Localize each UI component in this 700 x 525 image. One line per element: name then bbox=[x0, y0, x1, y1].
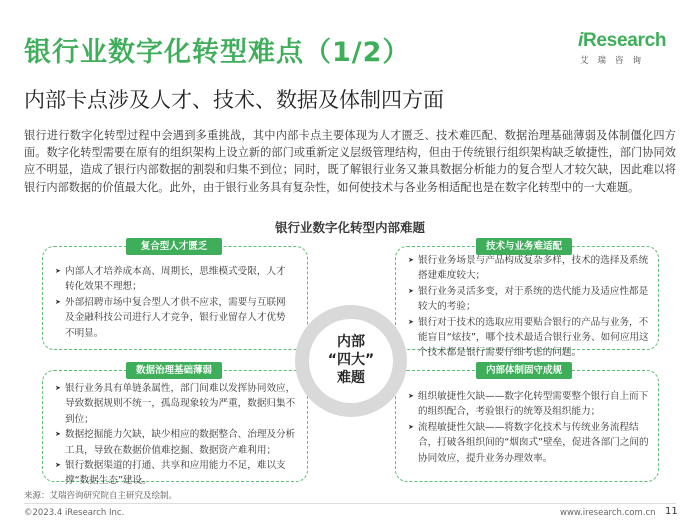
logo-wordmark: iResearch bbox=[578, 30, 667, 51]
intro-paragraph: 银行进行数字化转型过程中会遇到多重挑战，其中内部卡点主要体现为人才匮乏、技术难匹配、数据治理基础薄弱及体制僵化四方面。数字化转型需要在原有的组织架构上设立新的部门或重新定义层级管理结构，但由于传统银行组织架构缺乏敏捷性，部门协同效应不明显，造成了银行内部数据的割裂和归集不到位；同时，既了解银行业务又兼具数据分析能力的复合型人才较欠缺，因此难以将银行内部数据的价值最大化。此外，由于银行业务具有复杂性，如何使技术与各业务相适配也是在数字化转型中的一大难题。 bbox=[24, 129, 676, 194]
list-item: ➤ 内部人才培养成本高、周期长，思维模式受限，人才转化效果不理想； bbox=[55, 264, 295, 295]
list-item: ➤ 银行业务灵活多变，对于系统的迭代能力及适应性都是较大的考验； bbox=[408, 284, 652, 315]
logo-chinese-name: 艾瑞咨询 bbox=[580, 56, 651, 66]
copyright: ©2023.4 iResearch Inc. bbox=[24, 508, 125, 518]
system-tag: 内部体制固守成规 bbox=[476, 362, 572, 379]
list-item: ➤ 数据挖掘能力欠缺，缺少相应的数据整合、治理及分析工具，导致在数据价值难挖掘、数据资产难利用； bbox=[55, 427, 299, 458]
list-item: ➤ 外部招聘市场中复合型人才供不应求，需要与互联网及金融科技公司进行人才竞争，银行业留存人才优势不明显。 bbox=[55, 295, 295, 341]
diagram-title: 银行业数字化转型内部难题 bbox=[274, 220, 425, 235]
tech-tag: 技术与业务难适配 bbox=[476, 238, 572, 255]
list-item: ➤ 银行数据渠道的打通、共享和应用能力不足，难以支撑“数据生态”建设。 bbox=[55, 458, 299, 489]
list-item: ➤ 流程敏捷性欠缺——将数字化技术与传统业务流程结合，打破各组织间的“烟囱式”壁垒，促进各部门之间的协同效应，提升业务办理效率。 bbox=[408, 420, 652, 466]
system-box bbox=[395, 370, 659, 482]
data-tag: 数据治理基础薄弱 bbox=[126, 362, 222, 379]
list-item: ➤ 银行对于技术的选取应用要贴合银行的产品与业务，不能盲目“炫技”，哪个技术最适合银行业务、如何应用这个技术都是银行需要仔细考虑的问题。 bbox=[408, 315, 652, 361]
list-item: ➤ 组织敏捷性欠缺——数字化转型需要整个银行自上而下的组织配合，考验银行的统筹及组织能力； bbox=[408, 389, 652, 420]
page-title: 银行业数字化转型难点（1/2） bbox=[24, 37, 411, 68]
page-number: 11 bbox=[665, 506, 678, 517]
website-url: www.iresearch.com.cn bbox=[560, 508, 656, 518]
footer-divider bbox=[24, 503, 676, 504]
center-label: 内部 “四大” 难题 bbox=[309, 319, 393, 403]
page-subtitle: 内部卡点涉及人才、技术、数据及体制四方面 bbox=[24, 88, 444, 112]
source-note: 来源：艾瑞咨询研究院自主研究及绘制。 bbox=[24, 491, 178, 501]
center-circle bbox=[295, 305, 407, 417]
list-item: ➤ 银行业务具有单链条属性，部门间难以发挥协同效应，导致数据规则不统一，孤岛现象较为严重，数据归集不到位； bbox=[55, 381, 299, 427]
talent-tag: 复合型人才匮乏 bbox=[126, 238, 222, 255]
data-box bbox=[42, 370, 308, 487]
list-item: ➤ 银行业务场景与产品构成复杂多样，技术的选择及系统搭建难度较大； bbox=[408, 253, 652, 284]
iresearch-logo bbox=[578, 30, 678, 80]
talent-box bbox=[42, 246, 308, 350]
tech-box bbox=[395, 246, 659, 359]
